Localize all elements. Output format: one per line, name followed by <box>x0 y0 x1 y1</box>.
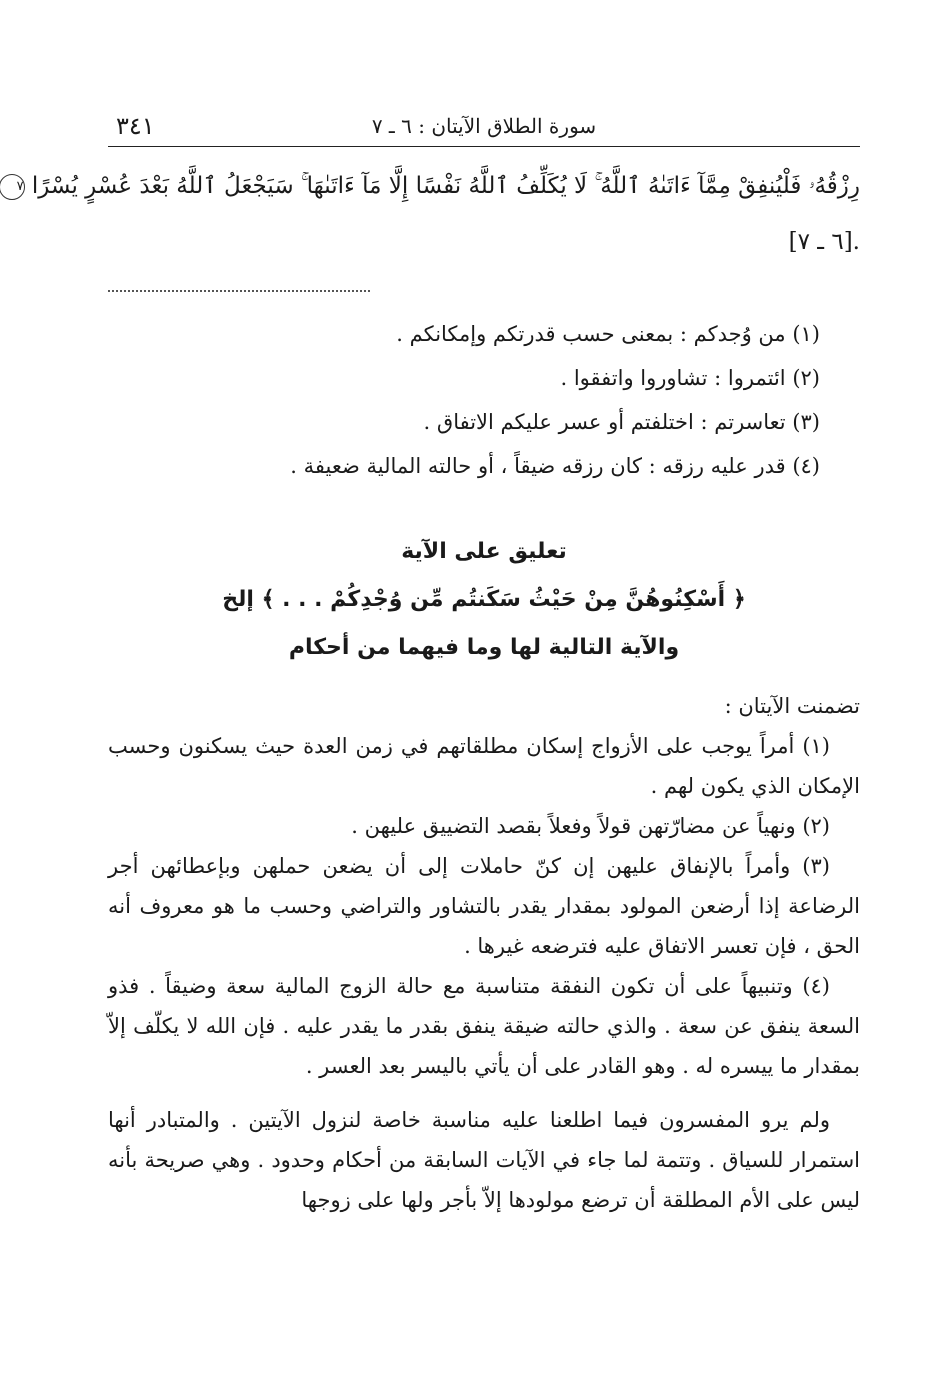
footnotes <box>108 312 820 488</box>
verse-line-2: .[٦ ـ ٧] <box>788 229 860 255</box>
footnote-3: (٣) تعاسرتم : اختلفتم أو عسر عليكم الاتفاق . <box>423 410 820 434</box>
footnote-2: (٢) ائتمروا : تشاوروا واتفقوا . <box>560 366 820 390</box>
book-page <box>16 0 860 1381</box>
point-1: (١) أمراً يوجب على الأزواج إسكان مطلقاتهم في زمن العدة حيث يسكنون وحسب الإمكان الذي يكون لهم . <box>108 734 860 798</box>
running-title: سورة الطلاق الآيتان : ٦ ـ ٧ <box>371 114 597 138</box>
final-paragraph: ولم يرو المفسرون فيما اطلعنا عليه مناسبة خاصة لنزول الآيتين . والمتبادر أنها استمرار للسياق . وتتمة لما جاء في الآيات السابقة من أحكام وحدود . وهي صريحة بأنه ليس على الأم المطلقة أن ترضع مولودها إلاّ بأجر ولها على زوجها <box>108 1108 860 1212</box>
verse-line-1 <box>16 158 860 214</box>
intro-paragraph: تضمنت الآيتان : <box>724 694 860 718</box>
quran-verse <box>16 158 860 270</box>
heading-verse: ﴿ أَسْكِنُوهُنَّ مِنْ حَيْثُ سَكَنتُم مِّن وُجْدِكُمْ . . . ﴾ إلخ <box>222 587 746 612</box>
section-heading <box>108 528 860 672</box>
heading-title: تعليق على الآية <box>401 539 567 564</box>
footnote-1: (١) من وُجدكم : بمعنى حسب قدرتكم وإمكانكم . <box>396 322 820 346</box>
running-head <box>108 112 860 146</box>
commentary-body <box>108 686 860 1220</box>
page-number: ٣٤١ <box>116 112 155 140</box>
point-3: (٣) وأمراً بالإنفاق عليهن إن كنّ حاملات إلى أن يضعن حملهن وبإعطائهن أجر الرضاعة إذا أرضعن المولود بمقدار يقدر بالتشاور والتراضي وحسب ما هو معروف أنه الحق ، فإن تعسر الاتفاق عليه فترضعه غيرها . <box>108 854 860 958</box>
paragraph-gap <box>108 1086 860 1100</box>
header-rule <box>108 146 860 147</box>
point-2: (٢) ونهياً عن مضارّتهن قولاً وفعلاً بقصد التضييق عليهن . <box>351 814 830 838</box>
verse-text: رِزْقُهُۥ فَلْيُنفِقْ مِمَّآ ءَاتَىٰهُ ٱللَّهُ ۚ لَا يُكَلِّفُ ٱللَّهُ نَفْسًا إِلَّا مَآ ءَاتَىٰهَا ۚ سَيَجْعَلُ ٱللَّهُ بَعْدَ عُسْرٍ يُسْرًا <box>31 173 860 199</box>
heading-subtitle: والآية التالية لها وما فيهما من أحكام <box>288 635 680 660</box>
footnote-4: (٤) قدر عليه رزقه : كان رزقه ضيقاً ، أو حالته المالية ضعيفة . <box>290 454 820 478</box>
point-4: (٤) وتنبيهاً على أن تكون النفقة متناسبة مع حالة الزوج المالية سعة وضيقاً . فذو السعة ينفق عن سعة . والذي حالته ضيقة ينفق بقدر ما يقدر عليه . فإن الله لا يكلّف إلاّ بمقدار ما ييسره له . وهو القادر على أن يأتي باليسر بعد العسر . <box>108 974 860 1078</box>
footnote-separator <box>108 290 370 292</box>
verse-end-marker: ٧ <box>0 174 25 200</box>
